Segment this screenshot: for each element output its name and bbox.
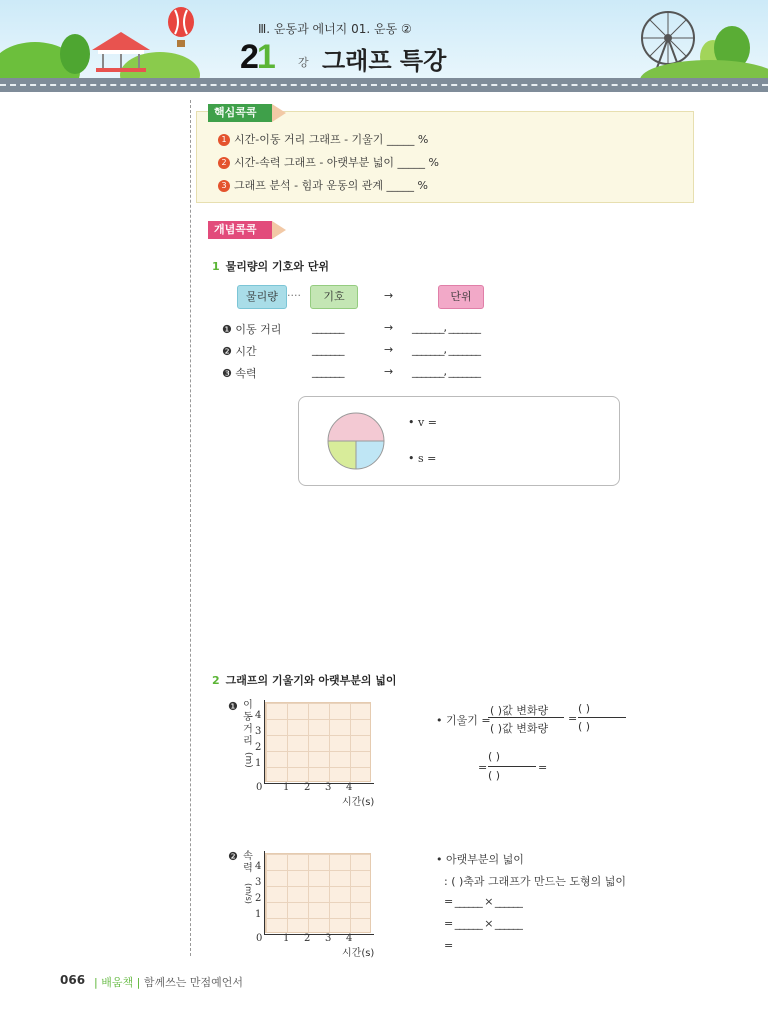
area-formula-line: = ______ × ______ [444, 917, 522, 930]
x-tick: 2 [304, 933, 311, 944]
fraction-bar [488, 717, 564, 718]
equals-sign: = [568, 712, 578, 725]
footer-title: 함께쓰는 만점예언서 [143, 976, 243, 989]
y-tick: 2 [255, 742, 262, 753]
footer-text [94, 974, 243, 990]
slope-label: • 기울기 = [436, 714, 491, 727]
y-tick: 1 [255, 758, 262, 769]
number-badge: 3 [218, 180, 230, 192]
distance-formula: • s = [408, 452, 437, 465]
arrow: → [384, 343, 394, 356]
y-tick: 1 [255, 909, 262, 920]
velocity-formula: • v = [408, 416, 437, 429]
section-number: 1 [212, 260, 220, 273]
quantity-pill: 물리량 [237, 285, 287, 309]
number-badge: 1 [218, 134, 230, 146]
arrow: → [384, 365, 394, 378]
x-tick: 4 [346, 933, 353, 944]
y-axis-label: 이 동 거 리 (m) [243, 700, 253, 768]
arrow: → [384, 321, 394, 334]
lesson-number [240, 38, 274, 77]
footer-sep: | [136, 976, 141, 989]
x-axis-label: 시간(s) [342, 797, 375, 808]
section-title: 물리량의 기호와 단위 [225, 260, 329, 273]
graph-grid [265, 702, 371, 782]
concept-tag: 개념콕콕 [208, 221, 272, 239]
x-tick: 4 [346, 782, 353, 793]
x-tick: 1 [283, 782, 290, 793]
tree-decoration [60, 34, 90, 74]
y-tick: 4 [255, 710, 262, 721]
symbol-pill: 기호 [310, 285, 358, 309]
x-axis [264, 934, 374, 935]
equals-sign: = [538, 761, 548, 774]
key-point-text: 시간-이동 거리 그래프 - 기울기 _____ % [234, 133, 429, 146]
page-number: 066 [60, 973, 86, 987]
fraction-denominator: ( ) [578, 720, 591, 733]
quantity-label: ❶ 이동 거리 [222, 323, 282, 336]
area-formula-line: = ______ × ______ [444, 895, 522, 908]
footer-sep: | [94, 976, 98, 989]
graph-grid [265, 853, 371, 933]
equals-sign: = [478, 761, 488, 774]
y-axis [264, 700, 265, 784]
number-badge: 2 [218, 157, 230, 169]
unit-blanks: _______, _______ [412, 365, 480, 378]
lesson-number-tens: 2 [240, 38, 257, 76]
graph-marker: ❷ [228, 850, 238, 863]
fraction-denominator: ( )값 변화량 [490, 722, 549, 735]
section-number: 2 [212, 674, 220, 687]
fraction-numerator: ( ) [488, 750, 501, 763]
key-points-tag: 핵심콕콕 [208, 104, 272, 122]
lesson-number-ones: 1 [256, 38, 274, 76]
fraction-bar [488, 766, 536, 767]
lesson-unit: 강 [298, 56, 309, 69]
area-description: : ( )축과 그래프가 만드는 도형의 넓이 [444, 875, 627, 888]
origin-label: 0 [256, 782, 263, 793]
balloon-icon [166, 6, 196, 52]
x-axis-label: 시간(s) [342, 948, 375, 959]
dots-connector: ···· [287, 289, 301, 302]
y-tick: 2 [255, 893, 262, 904]
footer-book: 배움책 [101, 976, 134, 989]
area-label: • 아랫부분의 넓이 [436, 853, 524, 866]
page-title: 그래프 특강 [322, 47, 447, 75]
fraction-bar [578, 717, 626, 718]
section-title: 그래프의 기울기와 아랫부분의 넓이 [225, 674, 397, 687]
y-tick: 3 [255, 726, 262, 737]
fraction-numerator: ( )값 변화량 [490, 704, 549, 717]
symbol-blank: _______ [312, 343, 344, 356]
y-axis-label: 속 력 (m/s) [243, 851, 253, 904]
arrow: → [384, 289, 394, 302]
x-tick: 1 [283, 933, 290, 944]
key-point-item [218, 131, 428, 147]
speed-triangle-circle [327, 412, 385, 470]
graph-marker: ❶ [228, 700, 238, 713]
fraction-denominator: ( ) [488, 769, 501, 782]
section-heading [212, 672, 397, 688]
area-formula-line: = [444, 939, 453, 952]
x-tick: 3 [325, 782, 332, 793]
fraction-numerator: ( ) [578, 702, 591, 715]
section-heading [212, 258, 329, 274]
unit-blanks: _______, _______ [412, 321, 480, 334]
unit-subtitle: Ⅲ. 운동과 에너지 01. 운동 ② [258, 22, 412, 36]
unit-blanks: _______, _______ [412, 343, 480, 356]
quantity-label: ❷ 시간 [222, 345, 257, 358]
key-point-text: 시간-속력 그래프 - 아랫부분 넓이 _____ % [234, 156, 440, 169]
y-tick: 3 [255, 877, 262, 888]
unit-pill: 단위 [438, 285, 484, 309]
key-point-item [218, 177, 428, 193]
symbol-blank: _______ [312, 365, 344, 378]
symbol-blank: _______ [312, 321, 344, 334]
y-axis [264, 851, 265, 935]
key-point-text: 그래프 분석 - 힘과 운동의 관계 _____ % [234, 179, 428, 192]
y-tick: 4 [255, 861, 262, 872]
margin-divider [190, 100, 191, 956]
origin-label: 0 [256, 933, 263, 944]
key-point-item [218, 154, 439, 170]
quantity-label: ❸ 속력 [222, 367, 257, 380]
carousel-icon [92, 32, 150, 72]
x-axis [264, 783, 374, 784]
x-tick: 3 [325, 933, 332, 944]
x-tick: 2 [304, 782, 311, 793]
